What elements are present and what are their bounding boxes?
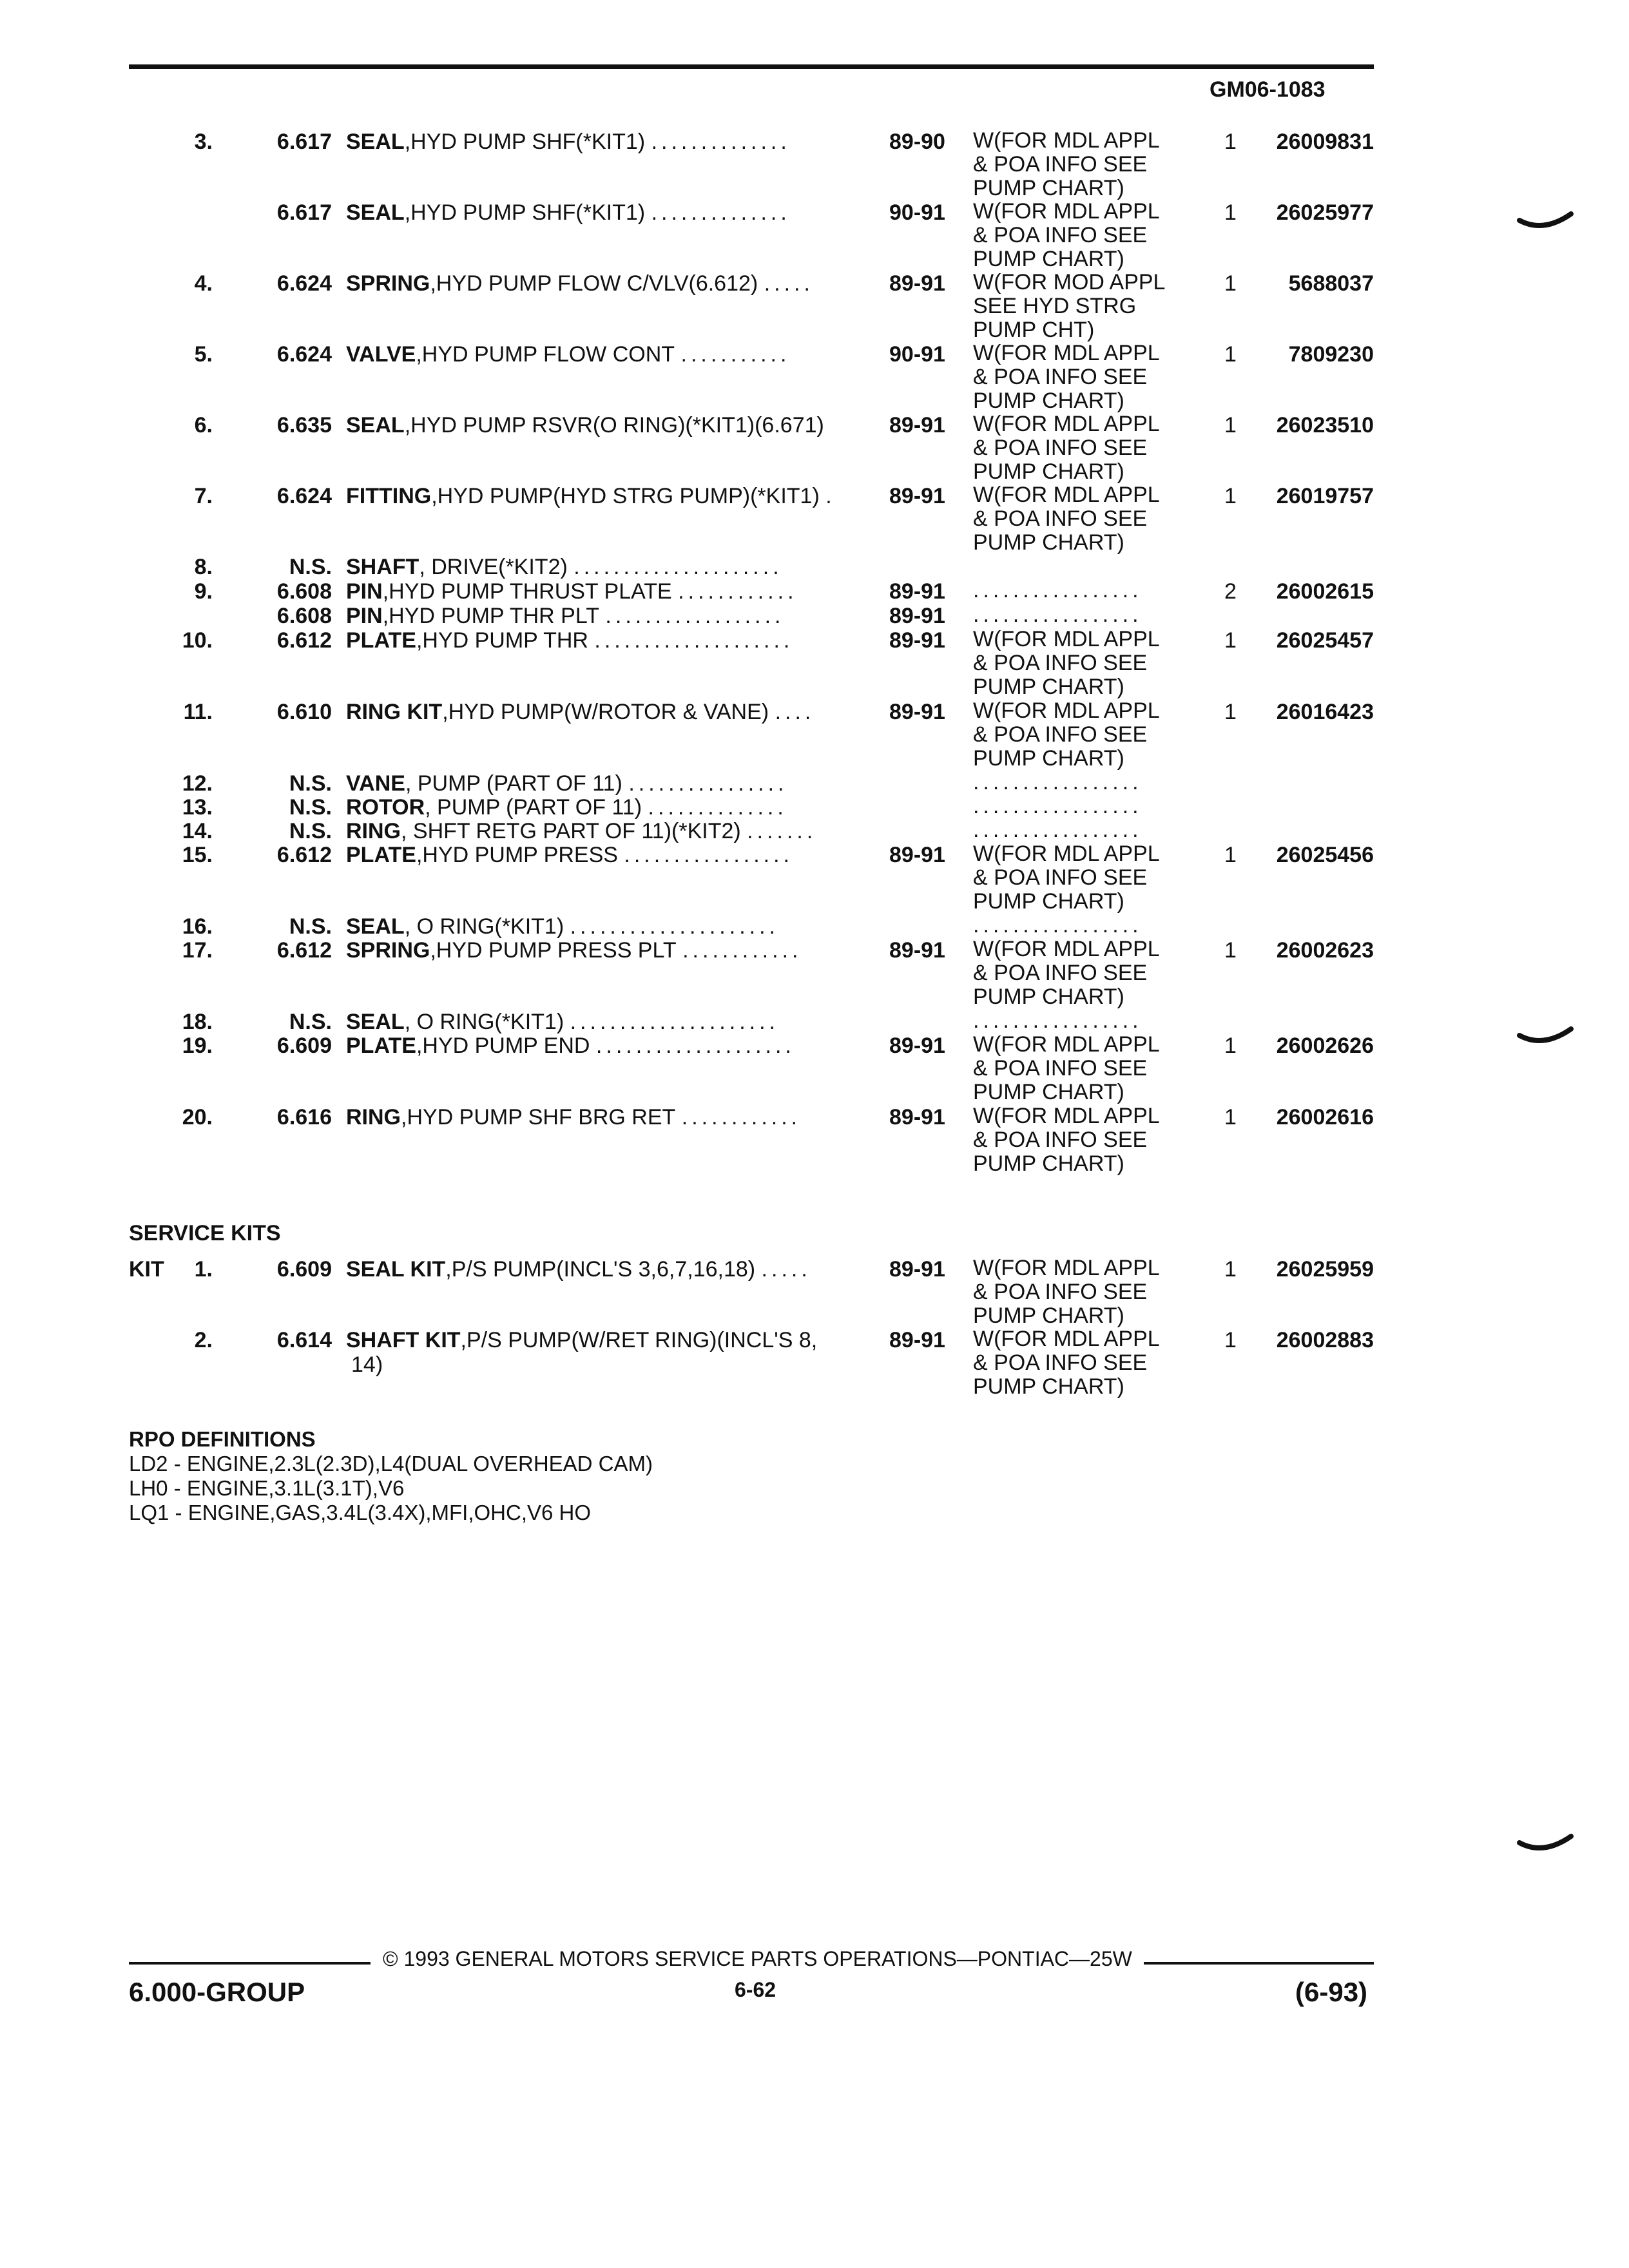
note-line: PUMP CHART) [973, 459, 1124, 484]
part-row [0, 698, 1629, 771]
note-line: ................. [973, 578, 1142, 602]
part-detail: , PUMP (PART OF 11) [405, 771, 622, 796]
part-row [0, 1104, 1629, 1176]
service-kits-heading: SERVICE KITS [129, 1221, 281, 1245]
section-number: 6.612 [276, 938, 332, 963]
part-detail-continued: 14) [351, 1352, 383, 1377]
quantity: 1 [1224, 1105, 1237, 1129]
item-number: 16. [182, 914, 213, 939]
section-number: 6.608 [276, 604, 332, 628]
note-line: & POA INFO SEE [973, 1128, 1148, 1152]
part-number: 26025959 [1276, 1257, 1374, 1282]
section-number: 6.616 [276, 1105, 332, 1129]
application-note [973, 818, 1142, 842]
part-name: SPRING [346, 271, 430, 296]
note-line: ................. [973, 818, 1142, 842]
part-number: 26002615 [1276, 579, 1374, 604]
section-number: 6.608 [276, 579, 332, 604]
leader-dots: ..................... [570, 914, 779, 939]
part-description [346, 1104, 874, 1130]
section-number: 6.609 [276, 1033, 332, 1058]
note-line: & POA INFO SEE [973, 722, 1148, 747]
part-description [346, 554, 874, 580]
part-row [0, 270, 1629, 342]
model-years: 89-90 [889, 130, 945, 154]
part-detail: , O RING(*KIT1) [404, 914, 564, 939]
model-years: 89-91 [889, 700, 945, 724]
model-years: 90-91 [889, 200, 945, 225]
section-number: N.S. [289, 555, 332, 579]
application-note [973, 1327, 1160, 1399]
part-description [346, 771, 874, 796]
quantity: 1 [1224, 271, 1237, 296]
rpo-line: LH0 - ENGINE,3.1L(3.1T),V6 [129, 1476, 405, 1500]
part-name: SEAL [346, 1010, 405, 1034]
item-number: 20. [182, 1105, 213, 1129]
model-years: 89-91 [889, 1328, 945, 1352]
model-years: 89-91 [889, 579, 945, 604]
section-number: 6.624 [276, 271, 332, 296]
model-years: 89-91 [889, 604, 945, 628]
model-years: 89-91 [889, 938, 945, 963]
part-name: SEAL [346, 413, 405, 437]
note-line: & POA INFO SEE [973, 506, 1148, 531]
note-line: & POA INFO SEE [973, 152, 1148, 177]
application-note [973, 579, 1142, 602]
quantity: 1 [1224, 342, 1237, 367]
leader-dots: .............. [651, 200, 791, 225]
leader-dots: ..... [764, 271, 814, 296]
part-description [346, 603, 874, 629]
part-name: SEAL [346, 200, 405, 225]
part-detail: ,HYD PUMP FLOW C/VLV(6.612) [430, 271, 758, 296]
kit-prefix: KIT [129, 1257, 164, 1282]
application-note [973, 412, 1160, 484]
part-row [0, 1256, 1629, 1328]
note-line: & POA INFO SEE [973, 1056, 1148, 1081]
leader-dots: .............. [651, 130, 791, 154]
part-detail: , O RING(*KIT1) [404, 1010, 564, 1034]
part-description [346, 914, 874, 939]
part-detail: ,HYD PUMP SHF BRG RET [401, 1105, 676, 1129]
part-detail: , DRIVE(*KIT2) [419, 555, 568, 579]
quantity: 1 [1224, 1257, 1237, 1282]
part-detail: ,HYD PUMP PRESS [416, 843, 618, 867]
application-note [973, 271, 1165, 342]
part-row [0, 771, 1629, 796]
part-detail: ,HYD PUMP RSVR(O RING)(*KIT1)(6.671) [404, 413, 824, 437]
part-detail: , SHFT RETG PART OF 11)(*KIT2) [401, 819, 741, 843]
note-line: W(FOR MDL APPL [973, 627, 1160, 651]
quantity: 1 [1224, 628, 1237, 653]
part-detail: ,HYD PUMP(W/ROTOR & VANE) [442, 700, 769, 724]
rpo-heading: RPO DEFINITIONS [129, 1427, 316, 1451]
part-number: 26002623 [1276, 938, 1374, 963]
note-line: PUMP CHART) [973, 1303, 1124, 1328]
part-number: 26025977 [1276, 200, 1374, 225]
note-line: ................. [973, 913, 1142, 937]
part-detail: ,P/S PUMP(W/RET RING)(INCL'S 8, [460, 1328, 818, 1352]
application-note [973, 1033, 1160, 1104]
application-note [973, 699, 1160, 771]
note-line: W(FOR MDL APPL [973, 1327, 1160, 1351]
part-name: VANE [346, 771, 405, 796]
section-number: N.S. [289, 1010, 332, 1034]
model-years: 89-91 [889, 1105, 945, 1129]
item-number: 2. [194, 1328, 213, 1352]
leader-dots: .................... [594, 628, 794, 653]
note-line: PUMP CHART) [973, 1080, 1124, 1104]
quantity: 1 [1224, 413, 1237, 437]
item-number: 3. [194, 130, 213, 154]
rpo-definitions [129, 1427, 653, 1525]
application-note [973, 914, 1142, 937]
leader-dots: ........... [680, 342, 791, 367]
item-number: 11. [183, 700, 213, 724]
part-description [346, 129, 874, 155]
part-detail: ,HYD PUMP(HYD STRG PUMP)(*KIT1) [431, 484, 820, 508]
part-name: SEAL KIT [346, 1257, 446, 1282]
note-line: PUMP CHART) [973, 746, 1124, 771]
application-note [973, 603, 1142, 627]
part-row [0, 1032, 1629, 1104]
item-number: 19. [182, 1033, 213, 1058]
item-number: 5. [194, 342, 213, 367]
part-description [346, 412, 874, 438]
note-line: & POA INFO SEE [973, 961, 1148, 985]
item-number: 8. [194, 555, 213, 579]
application-note [973, 937, 1160, 1009]
leader-dots: .................... [595, 1033, 795, 1058]
model-years: 89-91 [889, 484, 945, 508]
part-detail: ,HYD PUMP SHF(*KIT1) [404, 200, 646, 225]
section-number: N.S. [289, 914, 332, 939]
note-line: & POA INFO SEE [973, 1280, 1148, 1304]
part-number: 26009831 [1276, 130, 1374, 154]
application-note [973, 483, 1160, 555]
part-description [346, 842, 874, 868]
part-name: ROTOR [346, 795, 425, 820]
section-number: 6.614 [276, 1328, 332, 1352]
quantity: 2 [1224, 579, 1237, 604]
note-line: PUMP CHART) [973, 176, 1124, 200]
part-description [346, 1327, 874, 1353]
part-number: 26025456 [1276, 843, 1374, 867]
part-description [346, 794, 874, 820]
binding-mark-icon [1514, 1021, 1579, 1053]
item-number: 10. [182, 628, 213, 653]
item-number: 14. [182, 819, 213, 843]
item-number: 7. [194, 484, 213, 508]
part-detail: , PUMP (PART OF 11) [425, 795, 642, 820]
part-number: 26002883 [1276, 1328, 1374, 1352]
section-number: 6.624 [276, 484, 332, 508]
note-line: W(FOR MDL APPL [973, 1256, 1160, 1280]
note-line: PUMP CHART) [973, 1151, 1124, 1176]
section-number: 6.617 [276, 200, 332, 225]
note-line: PUMP CHART) [973, 389, 1124, 413]
part-row [0, 341, 1629, 413]
leader-dots: ..................... [570, 1010, 779, 1034]
document-id: GM06-1083 [1210, 77, 1325, 102]
part-number: 26016423 [1276, 700, 1374, 724]
model-years: 89-91 [889, 628, 945, 653]
note-line: W(FOR MDL APPL [973, 698, 1160, 723]
part-description [346, 271, 874, 296]
note-line: W(FOR MDL APPL [973, 199, 1160, 224]
part-description [346, 628, 874, 653]
part-name: PLATE [346, 843, 416, 867]
leader-dots: .............. [648, 795, 787, 820]
rpo-line: LQ1 - ENGINE,GAS,3.4L(3.4X),MFI,OHC,V6 HO [129, 1501, 592, 1524]
note-line: PUMP CHT) [973, 318, 1095, 342]
part-description [346, 200, 874, 226]
group-label: 6.000-GROUP [129, 1977, 305, 2007]
part-row [0, 1327, 1629, 1399]
part-row [0, 412, 1629, 484]
application-note [973, 794, 1142, 818]
part-row [0, 603, 1629, 629]
note-line: W(FOR MOD APPL [973, 270, 1166, 294]
note-line: PUMP CHART) [973, 675, 1124, 699]
footer-rule-left [129, 1962, 371, 1965]
part-name: PLATE [346, 1033, 416, 1058]
page-number: 6-62 [735, 1978, 776, 2001]
part-detail: ,HYD PUMP SHF(*KIT1) [404, 130, 646, 154]
part-description [346, 341, 874, 367]
quantity: 1 [1224, 843, 1237, 867]
binding-mark-icon [1514, 206, 1579, 238]
part-name: VALVE [346, 342, 416, 367]
part-name: PIN [346, 604, 383, 628]
note-line: PUMP CHART) [973, 985, 1124, 1009]
application-note [973, 1009, 1142, 1033]
part-name: SPRING [346, 938, 430, 963]
part-description [346, 699, 874, 725]
part-name: RING [346, 819, 401, 843]
part-name: PLATE [346, 628, 416, 653]
part-name: RING [346, 1105, 401, 1129]
leader-dots: ..... [761, 1257, 811, 1282]
item-number: 1. [194, 1257, 213, 1282]
part-row [0, 937, 1629, 1009]
part-description [346, 1256, 874, 1282]
application-note [973, 842, 1160, 914]
part-name: RING KIT [346, 700, 443, 724]
section-number: 6.612 [276, 843, 332, 867]
part-name: FITTING [346, 484, 432, 508]
quantity: 1 [1224, 938, 1237, 963]
top-rule [129, 64, 1374, 69]
note-line: PUMP CHART) [973, 1374, 1124, 1399]
part-detail: ,HYD PUMP END [416, 1033, 590, 1058]
quantity: 1 [1224, 1033, 1237, 1058]
application-note [973, 200, 1160, 271]
part-row [0, 554, 1629, 580]
part-name: PIN [346, 579, 383, 604]
footer-rule-right [1144, 1962, 1374, 1965]
part-row [0, 128, 1629, 200]
leader-dots: ............ [681, 1105, 802, 1129]
section-number: 6.612 [276, 628, 332, 653]
part-name: SEAL [346, 130, 405, 154]
part-number: 26025457 [1276, 628, 1374, 653]
part-number: 7809230 [1288, 342, 1374, 367]
part-detail: ,P/S PUMP(INCL'S 3,6,7,16,18) [445, 1257, 756, 1282]
application-note [973, 771, 1142, 794]
item-number: 13. [182, 795, 213, 820]
part-row [0, 483, 1629, 555]
application-note [973, 1256, 1160, 1328]
item-number: 4. [194, 271, 213, 296]
section-number: 6.609 [276, 1257, 332, 1282]
part-number: 26019757 [1276, 484, 1374, 508]
note-line: & POA INFO SEE [973, 1350, 1148, 1375]
part-number: 26002616 [1276, 1105, 1374, 1129]
item-number: 15. [182, 843, 213, 867]
quantity: 1 [1224, 484, 1237, 508]
part-row [0, 818, 1629, 844]
part-row [0, 841, 1629, 914]
rpo-line: LD2 - ENGINE,2.3L(2.3D),L4(DUAL OVERHEAD CAM) [129, 1452, 653, 1475]
item-number: 18. [182, 1010, 213, 1034]
section-number: 6.610 [276, 700, 332, 724]
leader-dots: .................. [605, 604, 785, 628]
part-detail: ,HYD PUMP THRUST PLATE [382, 579, 672, 604]
part-row [0, 914, 1629, 939]
part-name: SHAFT KIT [346, 1328, 461, 1352]
note-line: W(FOR MDL APPL [973, 1032, 1160, 1057]
application-note [973, 628, 1160, 699]
note-line: W(FOR MDL APPL [973, 1104, 1160, 1128]
note-line: ................. [973, 794, 1142, 818]
part-description [346, 818, 874, 844]
model-years: 89-91 [889, 271, 945, 296]
section-number: 6.624 [276, 342, 332, 367]
part-name: SEAL [346, 914, 405, 939]
section-number: N.S. [289, 795, 332, 820]
leader-dots: ................ [628, 771, 788, 796]
part-row [0, 1009, 1629, 1035]
note-line: & POA INFO SEE [973, 365, 1148, 389]
part-row [0, 199, 1629, 271]
note-line: PUMP CHART) [973, 247, 1124, 271]
note-line: & POA INFO SEE [973, 436, 1148, 460]
note-line: ................. [973, 1008, 1142, 1033]
model-years: 89-91 [889, 843, 945, 867]
item-number: 9. [194, 579, 213, 604]
revision-date: (6-93) [1295, 1977, 1368, 2007]
leader-dots: ............ [682, 938, 802, 963]
copyright-notice: © 1993 GENERAL MOTORS SERVICE PARTS OPERATIONS—PONTIAC—25W [383, 1947, 1132, 1970]
part-name: SHAFT [346, 555, 419, 579]
binding-mark-icon [1514, 1829, 1579, 1861]
item-number: 6. [194, 413, 213, 437]
note-line: ................. [973, 602, 1142, 627]
part-detail: ,HYD PUMP THR [416, 628, 588, 653]
application-note [973, 341, 1160, 413]
note-line: & POA INFO SEE [973, 651, 1148, 675]
model-years: 90-91 [889, 342, 945, 367]
note-line: & POA INFO SEE [973, 223, 1148, 247]
quantity: 1 [1224, 130, 1237, 154]
note-line: SEE HYD STRG [973, 294, 1137, 318]
part-description [346, 579, 874, 604]
part-number: 26002626 [1276, 1033, 1374, 1058]
note-line: W(FOR MDL APPL [973, 128, 1160, 153]
part-description [346, 1009, 874, 1035]
note-line: W(FOR MDL APPL [973, 341, 1160, 365]
model-years: 89-91 [889, 1257, 945, 1282]
leader-dots: . [825, 484, 836, 508]
leader-dots: ..................... [574, 555, 783, 579]
section-number: N.S. [289, 819, 332, 843]
part-row [0, 627, 1629, 699]
part-description [346, 1033, 874, 1059]
leader-dots: ....... [747, 819, 817, 843]
leader-dots: ................. [624, 843, 793, 867]
quantity: 1 [1224, 700, 1237, 724]
application-note [973, 1104, 1160, 1176]
part-row [0, 579, 1629, 604]
leader-dots: .... [775, 700, 815, 724]
note-line: W(FOR MDL APPL [973, 412, 1160, 436]
note-line: W(FOR MDL APPL [973, 483, 1160, 507]
note-line: & POA INFO SEE [973, 865, 1148, 890]
model-years: 89-91 [889, 413, 945, 437]
part-row [0, 794, 1629, 820]
section-number: 6.617 [276, 130, 332, 154]
note-line: PUMP CHART) [973, 889, 1124, 914]
item-number: 12. [182, 771, 213, 796]
quantity: 1 [1224, 1328, 1237, 1352]
application-note [973, 129, 1160, 200]
section-number: 6.635 [276, 413, 332, 437]
model-years: 89-91 [889, 1033, 945, 1058]
leader-dots: ............ [678, 579, 798, 604]
note-line: W(FOR MDL APPL [973, 841, 1160, 866]
part-number: 26023510 [1276, 413, 1374, 437]
part-description [346, 937, 874, 963]
part-description [346, 483, 874, 509]
item-number: 17. [182, 938, 213, 963]
note-line: W(FOR MDL APPL [973, 937, 1160, 961]
part-detail: ,HYD PUMP FLOW CONT [416, 342, 675, 367]
part-detail: ,HYD PUMP THR PLT [382, 604, 599, 628]
part-detail: ,HYD PUMP PRESS PLT [430, 938, 677, 963]
note-line: ................. [973, 770, 1142, 794]
note-line: PUMP CHART) [973, 530, 1124, 555]
section-number: N.S. [289, 771, 332, 796]
part-number: 5688037 [1288, 271, 1374, 296]
quantity: 1 [1224, 200, 1237, 225]
